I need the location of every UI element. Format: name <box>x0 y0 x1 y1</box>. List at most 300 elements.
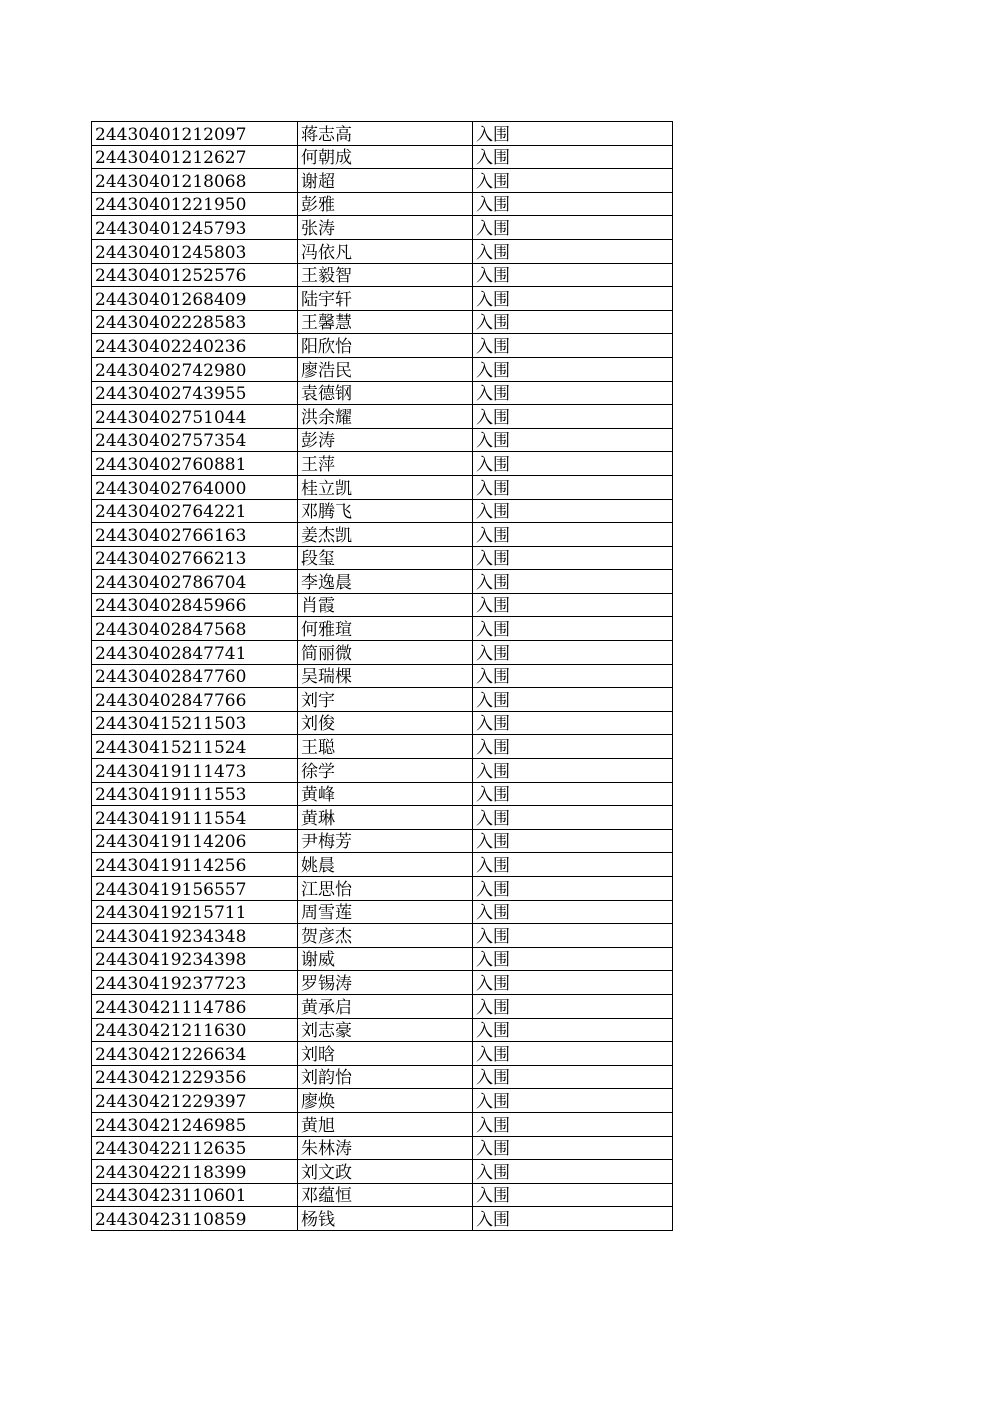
candidate-name-cell-text: 廖浩民 <box>301 360 352 381</box>
candidate-status-cell <box>473 263 673 287</box>
candidate-id-cell-text: 24430421211630 <box>95 1021 247 1042</box>
candidate-name-cell <box>298 287 473 311</box>
candidate-status-cell <box>473 145 673 169</box>
table-row <box>92 263 673 287</box>
candidate-status-cell <box>473 924 673 948</box>
candidate-id-cell-text: 24430419234398 <box>95 950 247 971</box>
candidate-status-cell <box>473 216 673 240</box>
candidate-id-cell <box>92 334 298 358</box>
candidate-name-cell <box>298 994 473 1018</box>
candidate-id-cell-text: 24430423110859 <box>95 1209 247 1230</box>
candidate-id-cell <box>92 428 298 452</box>
candidate-id-cell <box>92 452 298 476</box>
candidate-status-cell <box>473 735 673 759</box>
candidate-id-cell-text: 24430402240236 <box>95 336 247 357</box>
candidate-status-cell-text: 入围 <box>476 1209 510 1230</box>
candidate-name-cell-text: 蒋志高 <box>301 124 352 145</box>
candidate-name-cell <box>298 334 473 358</box>
candidate-id-cell-text: 24430415211503 <box>95 714 247 735</box>
candidate-status-cell-text: 入围 <box>476 738 510 759</box>
candidate-name-cell <box>298 499 473 523</box>
candidate-name-cell <box>298 145 473 169</box>
candidate-status-cell-text: 入围 <box>476 218 510 239</box>
candidate-id-cell-text: 24430419234348 <box>95 926 247 947</box>
candidate-status-cell-text: 入围 <box>476 596 510 617</box>
candidate-name-cell-text: 尹梅芳 <box>301 832 352 853</box>
candidate-status-cell <box>473 570 673 594</box>
candidate-id-cell <box>92 310 298 334</box>
candidate-name-cell-text: 徐学 <box>301 761 335 782</box>
candidate-id-cell <box>92 239 298 263</box>
candidate-status-cell-text: 入围 <box>476 903 510 924</box>
candidate-status-cell-text: 入围 <box>476 502 510 523</box>
candidate-status-cell-text: 入围 <box>476 785 510 806</box>
candidate-name-cell <box>298 664 473 688</box>
candidate-id-cell <box>92 122 298 146</box>
candidate-name-cell <box>298 523 473 547</box>
candidate-status-cell <box>473 782 673 806</box>
candidate-status-cell-text: 入围 <box>476 266 510 287</box>
candidate-id-cell-text: 24430401212627 <box>95 148 247 169</box>
candidate-status-cell <box>473 877 673 901</box>
candidate-id-cell <box>92 829 298 853</box>
table-row <box>92 971 673 995</box>
candidate-id-cell-text: 24430402764221 <box>95 502 247 523</box>
table-row <box>92 381 673 405</box>
candidate-status-cell <box>473 546 673 570</box>
candidate-status-cell-text: 入围 <box>476 242 510 263</box>
candidate-status-cell-text: 入围 <box>476 950 510 971</box>
table-row <box>92 452 673 476</box>
table-row <box>92 334 673 358</box>
candidate-status-cell <box>473 1042 673 1066</box>
candidate-name-cell-text: 段玺 <box>301 549 335 570</box>
candidate-id-cell-text: 24430402845966 <box>95 596 247 617</box>
candidate-name-cell <box>298 546 473 570</box>
candidate-status-cell-text: 入围 <box>476 478 510 499</box>
candidate-status-cell <box>473 499 673 523</box>
candidate-status-cell-text: 入围 <box>476 1186 510 1207</box>
candidate-name-cell <box>298 570 473 594</box>
table-row <box>92 192 673 216</box>
candidate-name-cell <box>298 688 473 712</box>
candidate-status-cell-text: 入围 <box>476 360 510 381</box>
candidate-name-cell-text: 罗锡涛 <box>301 973 352 994</box>
candidate-status-cell-text: 入围 <box>476 808 510 829</box>
results-table-body <box>92 122 673 1231</box>
candidate-id-cell-text: 24430402764000 <box>95 478 247 499</box>
candidate-name-cell <box>298 924 473 948</box>
candidate-name-cell-text: 王聪 <box>301 738 335 759</box>
candidate-id-cell <box>92 1018 298 1042</box>
candidate-id-cell-text: 24430419111553 <box>95 785 247 806</box>
candidate-id-cell-text: 24430419111473 <box>95 761 247 782</box>
candidate-status-cell <box>473 994 673 1018</box>
table-row <box>92 877 673 901</box>
candidate-id-cell <box>92 924 298 948</box>
candidate-status-cell-text: 入围 <box>476 454 510 475</box>
candidate-status-cell <box>473 122 673 146</box>
candidate-name-cell <box>298 853 473 877</box>
candidate-name-cell <box>298 192 473 216</box>
candidate-name-cell <box>298 593 473 617</box>
candidate-status-cell <box>473 334 673 358</box>
table-row <box>92 1112 673 1136</box>
candidate-name-cell <box>298 1018 473 1042</box>
candidate-name-cell-text: 刘宇 <box>301 690 335 711</box>
candidate-name-cell-text: 黄琳 <box>301 808 335 829</box>
candidate-status-cell-text: 入围 <box>476 643 510 664</box>
candidate-name-cell-text: 肖霞 <box>301 596 335 617</box>
candidate-status-cell <box>473 593 673 617</box>
candidate-name-cell-text: 刘文政 <box>301 1162 352 1183</box>
candidate-status-cell-text: 入围 <box>476 1162 510 1183</box>
table-row <box>92 924 673 948</box>
candidate-status-cell <box>473 405 673 429</box>
candidate-status-cell <box>473 711 673 735</box>
candidate-id-cell-text: 24430421229356 <box>95 1068 247 1089</box>
table-row <box>92 641 673 665</box>
candidate-id-cell-text: 24430419114256 <box>95 856 247 876</box>
candidate-id-cell-text: 24430422112635 <box>95 1139 247 1160</box>
candidate-name-cell <box>298 381 473 405</box>
candidate-id-cell <box>92 971 298 995</box>
candidate-status-cell <box>473 900 673 924</box>
candidate-id-cell <box>92 735 298 759</box>
candidate-id-cell-text: 24430419156557 <box>95 879 247 900</box>
candidate-id-cell <box>92 617 298 641</box>
candidate-status-cell-text: 入围 <box>476 856 510 876</box>
candidate-status-cell-text: 入围 <box>476 667 510 688</box>
table-row <box>92 239 673 263</box>
candidate-name-cell-text: 姜杰凯 <box>301 525 352 546</box>
candidate-id-cell-text: 24430421226634 <box>95 1044 247 1065</box>
candidate-status-cell-text: 入围 <box>476 431 510 452</box>
candidate-name-cell-text: 周雪莲 <box>301 903 352 924</box>
candidate-name-cell <box>298 735 473 759</box>
candidate-id-cell <box>92 1112 298 1136</box>
candidate-name-cell-text: 姚晨 <box>301 856 335 876</box>
candidate-name-cell <box>298 759 473 783</box>
candidate-status-cell-text: 入围 <box>476 761 510 782</box>
candidate-name-cell-text: 王馨慧 <box>301 313 352 334</box>
candidate-status-cell <box>473 664 673 688</box>
candidate-name-cell <box>298 1042 473 1066</box>
candidate-id-cell <box>92 1160 298 1184</box>
candidate-status-cell-text: 入围 <box>476 879 510 900</box>
candidate-id-cell-text: 24430401212097 <box>95 124 247 145</box>
candidate-id-cell-text: 24430419215711 <box>95 903 247 924</box>
candidate-status-cell-text: 入围 <box>476 1139 510 1160</box>
candidate-id-cell <box>92 357 298 381</box>
candidate-name-cell-text: 简丽微 <box>301 643 352 664</box>
candidate-name-cell <box>298 971 473 995</box>
candidate-status-cell-text: 入围 <box>476 124 510 145</box>
candidate-status-cell <box>473 1089 673 1113</box>
candidate-status-cell-text: 入围 <box>476 313 510 334</box>
candidate-id-cell-text: 24430419237723 <box>95 973 247 994</box>
candidate-id-cell <box>92 664 298 688</box>
table-row <box>92 853 673 877</box>
candidate-status-cell <box>473 357 673 381</box>
table-row <box>92 829 673 853</box>
candidate-id-cell-text: 24430421114786 <box>95 997 247 1018</box>
candidate-id-cell-text: 24430402847568 <box>95 620 247 641</box>
candidate-name-cell-text: 黄旭 <box>301 1115 335 1136</box>
candidate-name-cell-text: 何朝成 <box>301 148 352 169</box>
table-row <box>92 499 673 523</box>
candidate-name-cell <box>298 452 473 476</box>
candidate-id-cell-text: 24430402847741 <box>95 643 247 664</box>
candidate-status-cell-text: 入围 <box>476 926 510 947</box>
candidate-id-cell <box>92 1042 298 1066</box>
candidate-id-cell-text: 24430401245793 <box>95 218 247 239</box>
candidate-name-cell <box>298 782 473 806</box>
candidate-id-cell-text: 24430423110601 <box>95 1186 247 1207</box>
candidate-status-cell <box>473 1112 673 1136</box>
candidate-status-cell <box>473 617 673 641</box>
candidate-name-cell-text: 朱林涛 <box>301 1139 352 1160</box>
candidate-id-cell <box>92 711 298 735</box>
candidate-name-cell-text: 黄承启 <box>301 997 352 1018</box>
candidate-status-cell-text: 入围 <box>476 1021 510 1042</box>
candidate-status-cell <box>473 853 673 877</box>
candidate-id-cell <box>92 853 298 877</box>
candidate-name-cell <box>298 169 473 193</box>
candidate-name-cell <box>298 1065 473 1089</box>
candidate-id-cell-text: 24430415211524 <box>95 738 247 759</box>
candidate-status-cell <box>473 452 673 476</box>
candidate-name-cell-text: 阳欣怡 <box>301 336 352 357</box>
candidate-status-cell-text: 入围 <box>476 1044 510 1065</box>
candidate-id-cell-text: 24430419114206 <box>95 832 247 853</box>
candidate-id-cell-text: 24430402751044 <box>95 407 247 428</box>
candidate-id-cell <box>92 759 298 783</box>
candidate-id-cell <box>92 688 298 712</box>
candidate-name-cell-text: 邓腾飞 <box>301 502 352 523</box>
candidate-status-cell <box>473 1136 673 1160</box>
candidate-id-cell <box>92 1136 298 1160</box>
candidate-name-cell <box>298 405 473 429</box>
candidate-name-cell <box>298 617 473 641</box>
candidate-status-cell-text: 入围 <box>476 525 510 546</box>
candidate-status-cell-text: 入围 <box>476 549 510 570</box>
candidate-id-cell-text: 24430402766213 <box>95 549 247 570</box>
candidate-name-cell <box>298 310 473 334</box>
candidate-id-cell-text: 24430401218068 <box>95 171 247 192</box>
candidate-name-cell-text: 廖焕 <box>301 1091 335 1112</box>
candidate-status-cell <box>473 1183 673 1207</box>
candidate-name-cell-text: 彭涛 <box>301 431 335 452</box>
candidate-id-cell <box>92 499 298 523</box>
candidate-name-cell-text: 江思怡 <box>301 879 352 900</box>
candidate-status-cell <box>473 759 673 783</box>
table-row <box>92 428 673 452</box>
candidate-id-cell <box>92 216 298 240</box>
table-row <box>92 806 673 830</box>
table-row <box>92 711 673 735</box>
candidate-id-cell <box>92 641 298 665</box>
candidate-status-cell-text: 入围 <box>476 171 510 192</box>
candidate-id-cell <box>92 523 298 547</box>
candidate-id-cell-text: 24430401268409 <box>95 289 247 310</box>
candidate-id-cell <box>92 947 298 971</box>
candidate-id-cell-text: 24430402847766 <box>95 690 247 711</box>
table-row <box>92 357 673 381</box>
results-table <box>91 121 673 1231</box>
table-row <box>92 570 673 594</box>
candidate-status-cell <box>473 523 673 547</box>
candidate-id-cell <box>92 782 298 806</box>
candidate-name-cell-text: 邓蕴恒 <box>301 1186 352 1207</box>
candidate-id-cell <box>92 1089 298 1113</box>
candidate-status-cell-text: 入围 <box>476 973 510 994</box>
candidate-id-cell <box>92 994 298 1018</box>
candidate-name-cell <box>298 1112 473 1136</box>
candidate-name-cell <box>298 1160 473 1184</box>
candidate-id-cell <box>92 570 298 594</box>
table-row <box>92 145 673 169</box>
candidate-status-cell <box>473 829 673 853</box>
candidate-id-cell <box>92 806 298 830</box>
candidate-name-cell <box>298 122 473 146</box>
table-row <box>92 405 673 429</box>
candidate-name-cell-text: 陆宇轩 <box>301 289 352 310</box>
candidate-status-cell <box>473 688 673 712</box>
candidate-status-cell-text: 入围 <box>476 148 510 169</box>
candidate-name-cell <box>298 806 473 830</box>
table-row <box>92 122 673 146</box>
candidate-name-cell <box>298 829 473 853</box>
candidate-name-cell-text: 冯依凡 <box>301 242 352 263</box>
candidate-name-cell <box>298 947 473 971</box>
candidate-status-cell-text: 入围 <box>476 620 510 641</box>
candidate-id-cell <box>92 1207 298 1231</box>
table-row <box>92 735 673 759</box>
table-row <box>92 947 673 971</box>
candidate-id-cell-text: 24430402742980 <box>95 360 247 381</box>
candidate-status-cell-text: 入围 <box>476 714 510 735</box>
table-row <box>92 523 673 547</box>
candidate-name-cell <box>298 428 473 452</box>
table-row <box>92 994 673 1018</box>
candidate-id-cell-text: 24430402757354 <box>95 431 247 452</box>
candidate-status-cell-text: 入围 <box>476 832 510 853</box>
candidate-id-cell-text: 24430402847760 <box>95 667 247 688</box>
candidate-status-cell <box>473 239 673 263</box>
candidate-status-cell-text: 入围 <box>476 1068 510 1089</box>
table-row <box>92 593 673 617</box>
candidate-status-cell-text: 入围 <box>476 195 510 216</box>
candidate-id-cell-text: 24430402766163 <box>95 525 247 546</box>
candidate-status-cell-text: 入围 <box>476 407 510 428</box>
candidate-status-cell <box>473 287 673 311</box>
candidate-id-cell <box>92 475 298 499</box>
candidate-name-cell <box>298 239 473 263</box>
candidate-id-cell-text: 24430421246985 <box>95 1115 247 1136</box>
table-row <box>92 475 673 499</box>
candidate-name-cell-text: 彭雅 <box>301 195 335 216</box>
candidate-status-cell-text: 入围 <box>476 572 510 593</box>
candidate-name-cell-text: 何雅瑄 <box>301 620 352 641</box>
table-row <box>92 1042 673 1066</box>
candidate-id-cell-text: 24430422118399 <box>95 1162 247 1183</box>
candidate-id-cell-text: 24430401252576 <box>95 266 247 287</box>
candidate-status-cell-text: 入围 <box>476 289 510 310</box>
candidate-name-cell <box>298 1089 473 1113</box>
candidate-name-cell <box>298 216 473 240</box>
candidate-name-cell-text: 张涛 <box>301 218 335 239</box>
table-row <box>92 900 673 924</box>
candidate-status-cell-text: 入围 <box>476 384 510 405</box>
candidate-name-cell-text: 吴瑞棵 <box>301 667 352 688</box>
candidate-status-cell <box>473 1018 673 1042</box>
candidate-name-cell-text: 桂立凯 <box>301 478 352 499</box>
candidate-name-cell <box>298 1183 473 1207</box>
candidate-status-cell <box>473 806 673 830</box>
candidate-name-cell <box>298 1136 473 1160</box>
candidate-id-cell-text: 24430401245803 <box>95 242 247 263</box>
candidate-name-cell <box>298 263 473 287</box>
candidate-id-cell <box>92 1183 298 1207</box>
candidate-name-cell-text: 刘韵怡 <box>301 1068 352 1089</box>
candidate-id-cell-text: 24430401221950 <box>95 195 247 216</box>
candidate-status-cell <box>473 475 673 499</box>
candidate-id-cell <box>92 877 298 901</box>
candidate-status-cell <box>473 1065 673 1089</box>
candidate-id-cell-text: 24430402228583 <box>95 313 247 334</box>
candidate-status-cell-text: 入围 <box>476 1115 510 1136</box>
candidate-id-cell <box>92 546 298 570</box>
table-row <box>92 617 673 641</box>
candidate-status-cell-text: 入围 <box>476 997 510 1018</box>
table-row <box>92 216 673 240</box>
candidate-status-cell <box>473 947 673 971</box>
candidate-id-cell <box>92 381 298 405</box>
candidate-name-cell <box>298 641 473 665</box>
candidate-name-cell-text: 王萍 <box>301 454 335 475</box>
candidate-name-cell-text: 谢超 <box>301 171 335 192</box>
candidate-name-cell-text: 贺彦杰 <box>301 926 352 947</box>
candidate-status-cell <box>473 641 673 665</box>
candidate-name-cell-text: 杨钱 <box>301 1209 335 1230</box>
candidate-status-cell <box>473 1160 673 1184</box>
candidate-id-cell-text: 24430421229397 <box>95 1091 247 1112</box>
candidate-status-cell <box>473 169 673 193</box>
candidate-id-cell <box>92 169 298 193</box>
candidate-id-cell <box>92 900 298 924</box>
candidate-name-cell <box>298 475 473 499</box>
candidate-status-cell <box>473 971 673 995</box>
candidate-name-cell-text: 王毅智 <box>301 266 352 287</box>
table-row <box>92 688 673 712</box>
candidate-id-cell <box>92 405 298 429</box>
candidate-id-cell <box>92 263 298 287</box>
candidate-name-cell <box>298 1207 473 1231</box>
candidate-status-cell-text: 入围 <box>476 690 510 711</box>
table-row <box>92 759 673 783</box>
candidate-id-cell-text: 24430402760881 <box>95 454 247 475</box>
table-row <box>92 1018 673 1042</box>
candidate-status-cell-text: 入围 <box>476 1091 510 1112</box>
table-row <box>92 169 673 193</box>
candidate-name-cell-text: 黄峰 <box>301 785 335 806</box>
candidate-id-cell-text: 24430402743955 <box>95 384 247 405</box>
table-row <box>92 1136 673 1160</box>
candidate-id-cell <box>92 1065 298 1089</box>
candidate-status-cell <box>473 428 673 452</box>
table-row <box>92 782 673 806</box>
